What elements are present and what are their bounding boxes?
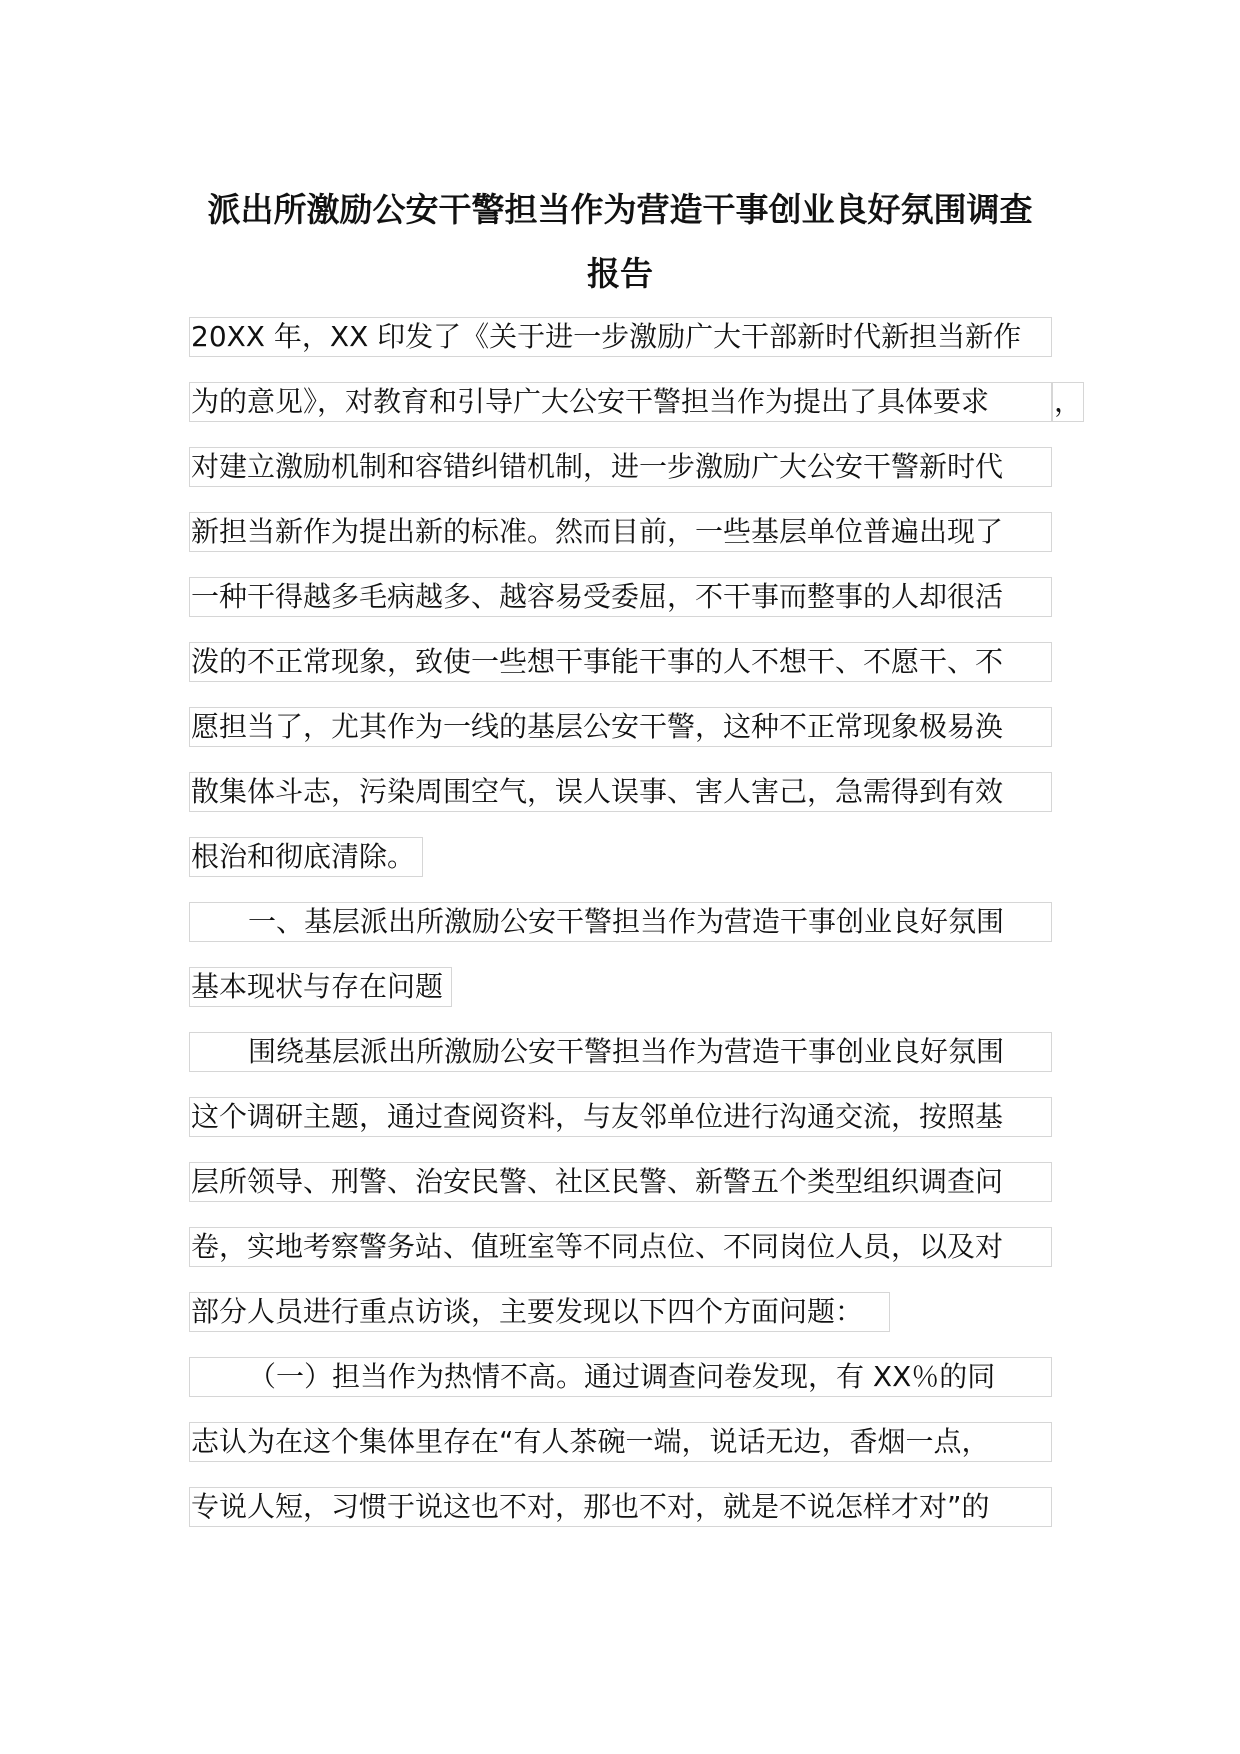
text-line: 泼的不正常现象，致使一些想干事能干事的人不想干、不愿干、不 — [189, 642, 1052, 682]
text-line: 层所领导、刑警、治安民警、社区民警、新警五个类型组织调查问 — [189, 1162, 1052, 1202]
text-line: 一种干得越多毛病越多、越容易受委屈，不干事而整事的人却很活 — [189, 577, 1052, 617]
text-line: （一）担当作为热情不高。通过调查问卷发现，有 XX％的同 — [189, 1357, 1052, 1397]
section-heading-line: 基本现状与存在问题 — [189, 967, 452, 1007]
text-line: 部分人员进行重点访谈，主要发现以下四个方面问题： — [189, 1292, 890, 1332]
text-line: 散集体斗志，污染周围空气，误人误事、害人害己，急需得到有效 — [189, 772, 1052, 812]
text-line: 为的意见》，对教育和引导广大公安干警担当作为提出了具体要求 — [189, 382, 1052, 422]
text-line: 愿担当了，尤其作为一线的基层公安干警，这种不正常现象极易涣 — [189, 707, 1052, 747]
text-line: 志认为在这个集体里存在“有人茶碗一端，说话无边，香烟一点， — [189, 1422, 1052, 1462]
document-title-line-1: 派出所激励公安干警担当作为营造干事创业良好氛围调查 — [207, 190, 1033, 229]
text-line: 这个调研主题，通过查阅资料，与友邻单位进行沟通交流，按照基 — [189, 1097, 1052, 1137]
document-title-line-2: 报告 — [587, 254, 653, 293]
text-line: 卷，实地考察警务站、值班室等不同点位、不同岗位人员，以及对 — [189, 1227, 1052, 1267]
text-line: 专说人短，习惯于说这也不对，那也不对，就是不说怎样才对”的 — [189, 1487, 1052, 1527]
text-line: 对建立激励机制和容错纠错机制，进一步激励广大公安干警新时代 — [189, 447, 1052, 487]
section-heading-line: 一、基层派出所激励公安干警担当作为营造干事创业良好氛围 — [189, 902, 1052, 942]
text-line-overflow-punctuation: ， — [1052, 382, 1084, 422]
text-line: 20XX 年，XX 印发了《关于进一步激励广大干部新时代新担当新作 — [189, 317, 1052, 357]
text-line: 根治和彻底清除。 — [189, 837, 423, 877]
text-line: 新担当新作为提出新的标准。然而目前，一些基层单位普遍出现了 — [189, 512, 1052, 552]
text-line: 围绕基层派出所激励公安干警担当作为营造干事创业良好氛围 — [189, 1032, 1052, 1072]
